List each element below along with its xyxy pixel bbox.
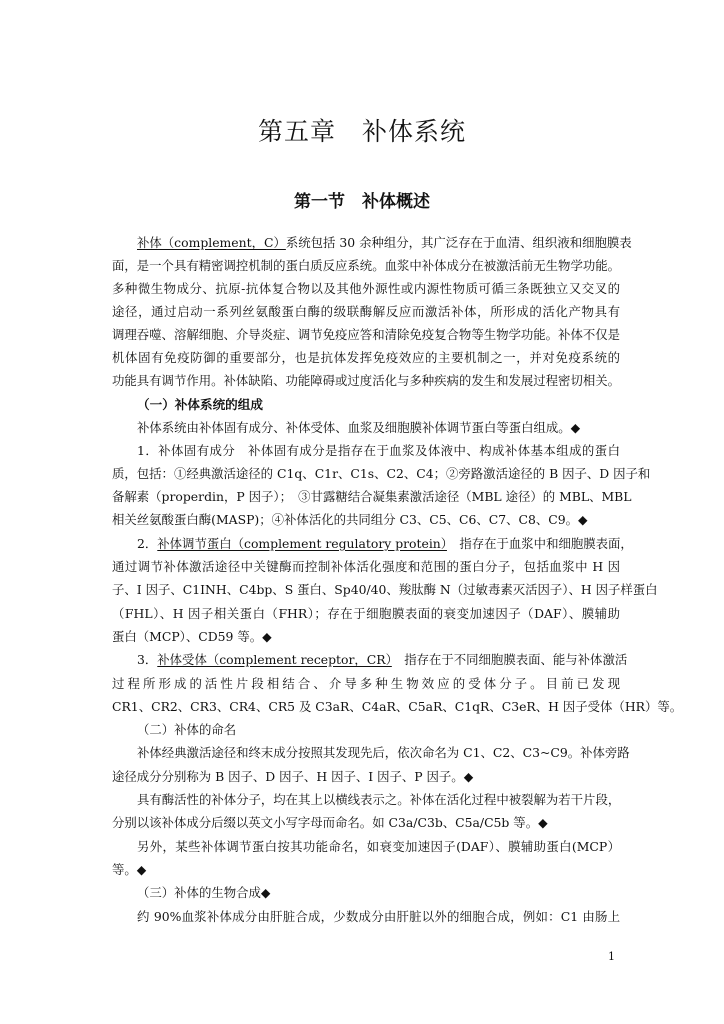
line-segment: 蛋白（MCP）、CD59 等。◆ bbox=[112, 629, 272, 644]
line-segment: 备解素（properdin，P 因子）； ③甘露糖结合凝集素激活途径（MBL 途径）的 MBL、MBL bbox=[112, 489, 632, 504]
line-segment: 分别以该补体成分后缀以英文小写字母而命名。如 C3a/C3b、C5a/C5b 等。◆ bbox=[112, 815, 548, 830]
line-segment: 指存在于不同细胞膜表面、能与补体激活 bbox=[391, 652, 628, 667]
text-line bbox=[112, 815, 620, 831]
page-number: 1 bbox=[608, 950, 615, 963]
text-line bbox=[137, 722, 620, 738]
text-line bbox=[112, 699, 683, 715]
text-line bbox=[112, 862, 620, 878]
text-line bbox=[137, 909, 620, 925]
line-segment: 指存在于血浆中和细胞膜表面， bbox=[446, 536, 633, 551]
text-line bbox=[112, 304, 620, 320]
underlined-term: 补体（complement，C） bbox=[137, 235, 286, 250]
text-line bbox=[112, 373, 620, 389]
text-line bbox=[137, 885, 620, 901]
text-line bbox=[112, 489, 632, 505]
line-segment: 补体经典激活途径和终末成分按照其发现先后，依次命名为 C1、C2、C3~C9。补体旁路 bbox=[137, 745, 630, 760]
line-segment: 系统包括 30 余种组分，其广泛存在于血清、组织液和细胞膜表 bbox=[285, 235, 632, 250]
text-line bbox=[112, 512, 620, 528]
text-line bbox=[112, 258, 620, 274]
text-line bbox=[137, 745, 630, 761]
line-segment: 具有酶活性的补体分子，均在其上以横线表示之。补体在活化过程中被裂解为若干片段， bbox=[137, 792, 621, 807]
text-line bbox=[137, 652, 628, 668]
text-line bbox=[137, 420, 620, 436]
text-line bbox=[112, 769, 620, 785]
line-segment: 等。◆ bbox=[112, 862, 147, 877]
line-segment: 调理吞噬、溶解细胞、介导炎症、调节免疫应答和清除免疫复合物等生物学功能。补体不仅是 bbox=[112, 327, 621, 342]
line-segment: （一）补体系统的组成 bbox=[137, 397, 263, 412]
line-segment: 约 90%血浆补体成分由肝脏合成，少数成分由肝脏以外的细胞合成，例如：C1 由肠上 bbox=[137, 909, 620, 924]
text-line bbox=[137, 397, 620, 413]
line-segment: 相关丝氨酸蛋白酶(MASP)；④补体活化的共同组分 C3、C5、C6、C7、C8、C9。◆ bbox=[112, 512, 588, 527]
line-segment: 子、I 因子、C1INH、C4bp、S 蛋白、Sp40/40、羧肽酶 N（过敏毒素灭活因子）、H 因子样蛋白 bbox=[112, 582, 658, 597]
line-segment: （三）补体的生物合成◆ bbox=[137, 885, 271, 900]
line-segment: 通过调节补体激活途径中关键酶而控制补体活化强度和范围的蛋白分子，包括血浆中 H 因 bbox=[112, 559, 620, 574]
text-line bbox=[137, 536, 633, 552]
line-segment: 质，包括：①经典激活途径的 C1q、C1r、C1s、C2、C4；②旁路激活途径的 B 因子、D 因子和 bbox=[112, 466, 651, 481]
line-segment: 机体固有免疫防御的重要部分，也是抗体发挥免疫效应的主要机制之一，并对免疫系统的 bbox=[112, 350, 620, 365]
text-line bbox=[137, 792, 620, 808]
text-line bbox=[137, 443, 620, 459]
text-line bbox=[112, 559, 620, 575]
line-segment: 过程所形成的活性片段相结合、介导多种生物效应的受体分子。目前已发现 bbox=[112, 676, 620, 691]
text-line bbox=[137, 235, 632, 251]
line-segment: 途径，通过启动一系列丝氨酸蛋白酶的级联酶解反应而激活补体，所形成的活化产物具有 bbox=[112, 304, 620, 319]
text-line bbox=[112, 629, 620, 645]
text-line bbox=[112, 466, 651, 482]
underlined-term: 补体受体（complement receptor，CR） bbox=[157, 652, 392, 667]
line-segment: 2． bbox=[137, 536, 158, 551]
line-segment: 面，是一个具有精密调控机制的蛋白质反应系统。血浆中补体成分在被激活前无生物学功能。 bbox=[112, 258, 621, 273]
line-segment: 1．补体固有成分 补体固有成分是指存在于血浆及体液中、构成补体基本组成的蛋白 bbox=[137, 443, 620, 458]
underlined-term: 补体调节蛋白（complement regulatory protein） bbox=[157, 536, 447, 551]
text-line bbox=[112, 281, 620, 297]
line-segment: 3． bbox=[137, 652, 158, 667]
text-line bbox=[112, 350, 620, 366]
line-segment: 补体系统由补体固有成分、补体受体、血浆及细胞膜补体调节蛋白等蛋白组成。◆ bbox=[137, 420, 581, 435]
text-line bbox=[112, 606, 620, 622]
section-title: 第一节 补体概述 bbox=[294, 192, 430, 212]
line-segment: 另外，某些补体调节蛋白按其功能命名，如衰变加速因子(DAF）、膜辅助蛋白(MCP） bbox=[137, 839, 620, 854]
text-line bbox=[137, 839, 620, 855]
line-segment: （二）补体的命名 bbox=[137, 722, 237, 737]
line-segment: 途径成分分别称为 B 因子、D 因子、H 因子、I 因子、P 因子。◆ bbox=[112, 769, 474, 784]
chapter-title: 第五章 补体系统 bbox=[257, 117, 466, 146]
text-line bbox=[112, 582, 658, 598]
text-line bbox=[112, 676, 620, 692]
line-segment: 功能具有调节作用。补体缺陷、功能障碍或过度活化与多种疾病的发生和发展过程密切相关。 bbox=[112, 373, 621, 388]
line-segment: （FHL）、H 因子相关蛋白（FHR）；存在于细胞膜表面的衰变加速因子（DAF）、膜辅助 bbox=[112, 606, 620, 621]
line-segment: 多种微生物成分、抗原-抗体复合物以及其他外源性或内源性物质可循三条既独立又交叉的 bbox=[112, 281, 620, 296]
text-line bbox=[112, 327, 620, 343]
line-segment: CR1、CR2、CR3、CR4、CR5 及 C3aR、C4aR、C5aR、C1qR、C3eR、H 因子受体（HR）等。 bbox=[112, 699, 683, 714]
